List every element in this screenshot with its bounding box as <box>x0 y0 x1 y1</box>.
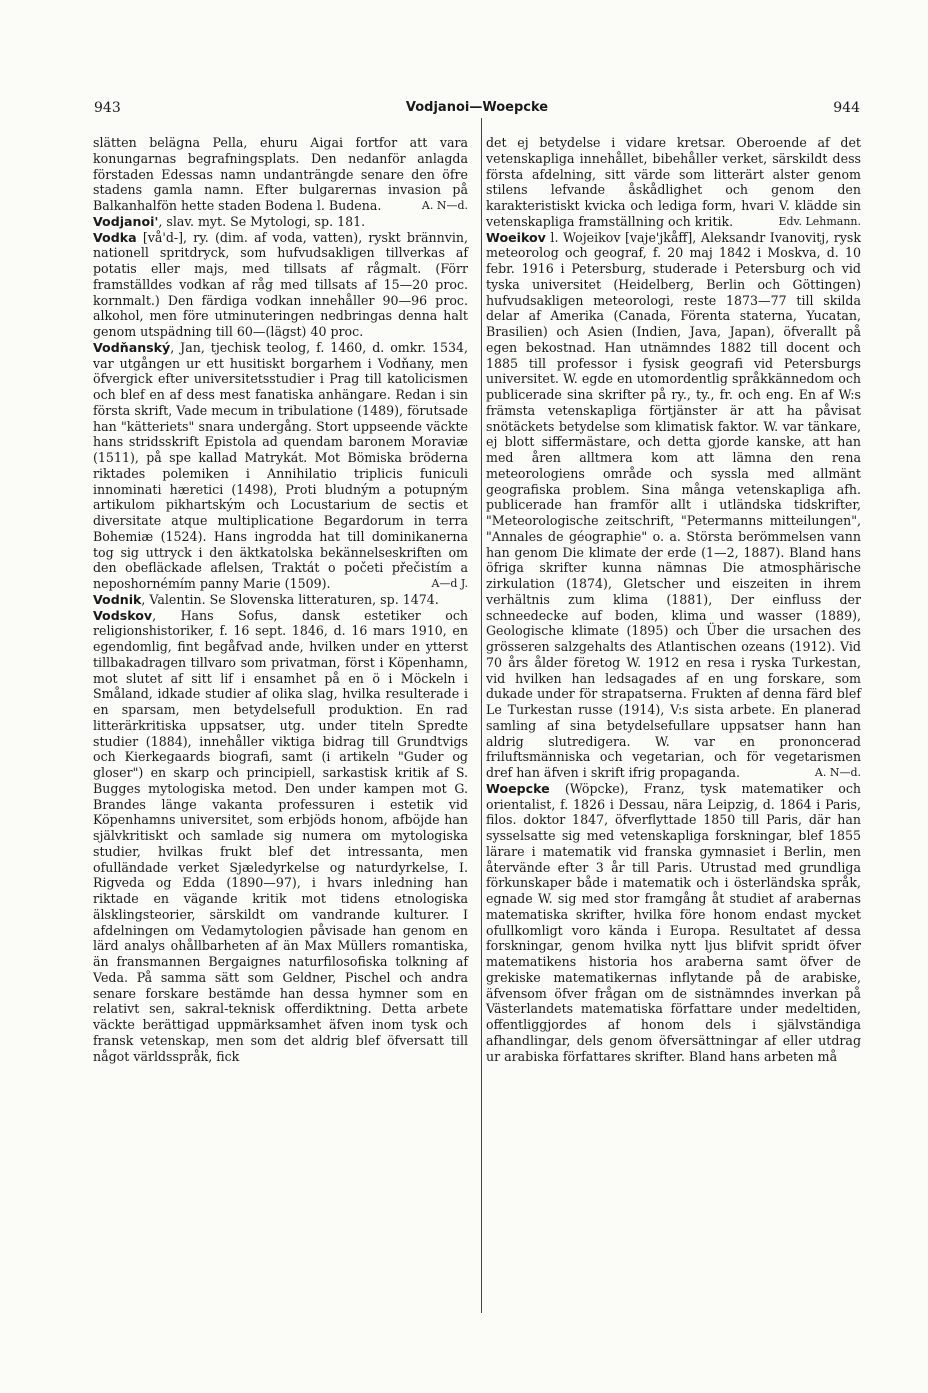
left-column <box>93 135 468 1064</box>
continued-entry: slätten belägna Pella, ehuru Aigai fortfor att vara konungarnas begrafningsplats. Den nedanför anlagda förstaden Edessas namn undanträngde senare den öfre stadens gamla namn. Efter bulgarernas invasion på Balkanhalfön hette staden Bodena l. Budena. A. N—d. <box>93 135 468 213</box>
running-title: Vodjanoi—Woepcke <box>405 100 549 115</box>
page-number-right: 944 <box>833 100 860 116</box>
headword: Woeikov <box>486 229 546 245</box>
headword: Vodskov <box>93 607 153 623</box>
entry-woeikov: Woeikov l. Wojeikov [vaje'jkåff], Aleksandr Ivanovitj, rysk meteorolog och geograf, f. 20 maj 1842 i Moskva, d. 10 febr. 1916 i Petersburg, studerade i Petersburg och vid tyska universitet (Heidelberg, Berlin och Göttingen) hufvudsakligen meteorologi, reste 1873—77 till skilda delar af Amerika (Canada, Förenta staterna, Yucatan, Brasilien) och Asien (Indien, Java, Japan), öfverallt på egen bekostnad. Han utnämndes 1882 till docent och 1885 till professor i fysisk geografi vid Petersburgs universitet. W. egde en utomordentlig språkkännedom och publicerade sina skrifter på ry., ty., fr. och eng. En af W:s främsta vetenskapliga förtjänster är att ha påvisat snötäckets betydelse som klimatisk faktor. W. var tänkare, ej blott siffermästare, och detta gjorde kanske, att han med åren alltmera kom att lämna den rena meteorologiens område och syssla med allmänt geografiska problem. Sina många vetenskapliga afh. publicerade han framför allt i utländska tidskrifter, "Meteorologische zeitschrift, "Petermanns mitteilungen", "Annales de géographie" o. a. Största berömmelsen vann han genom Die klimate der erde (1—2, 1887). Bland hans öfriga skrifter kunna nämnas Die atmosphärische zirkulation (1874), Gletscher und eiszeiten in ihrem verhältnis zum klima (1881), Der einfluss der schneedecke auf boden, klima und wasser (1889), Geologische klimate (1895) och Über die ursachen des grösseren salzgehalts des Atlantischen ozeans (1912). Vid 70 års ålder företog W. 1912 en resa i ryska Turkestan, vid hvilken han ledsagades af en ung forskare, som dukade under för strapatserna. Frukten af denna färd blef Le Turkestan russe (1914), V:s sista arbete. En planerad samling af sina betydelsefullare uppsatser hann han aldrig slutredigera. W. var en prononcerad friluftsmänniska och vegetarian, och för vegetarismen dref han äfven i skrift ifrig propaganda. A. N—d. <box>486 229 861 780</box>
entry-vodnik: Vodnik, Valentin. Se Slovenska litteraturen, sp. 1474. <box>93 591 439 607</box>
author-signature: A. N—d. <box>421 199 468 212</box>
headword: Vodka <box>93 229 137 245</box>
headword: Vodnik <box>93 591 142 607</box>
headword: Vodňanský <box>93 339 171 355</box>
author-signature: A. N—d. <box>814 766 861 779</box>
author-signature: A—d J. <box>431 577 468 590</box>
headword: Vodjanoi' <box>93 213 159 229</box>
headword: Woepcke <box>486 780 550 796</box>
entry-vodka: Vodka [vå'd-], ry. (dim. af voda, vatten), ryskt brännvin, nationell spritdryck, som hufvudsakligen tillverkas af potatis eller majs, med tillsats af rågmalt. (Förr framställdes vodkan af råg med tillsats af 15—20 proc. kornmalt.) Den färdiga vodkan innehåller 90—96 proc. alkohol, men före utminuteringen nedbringas denna halt genom utspädning till 60—(lägst) 40 proc. <box>93 229 468 339</box>
entry-vodnansky: Vodňanský, Jan, tjechisk teolog, f. 1460, d. omkr. 1534, var utgången ur ett husitiskt borgarhem i Vodňany, men öfvergick efter universitetsstudier i Prag till katolicismen och blef en af dess mest fanatiska anhängare. Redan i sin första skrift, Vade mecum in tribulatione (1489), förutsade han "kätteriets" snara undergång. Stort uppseende väckte hans stridsskrift Epistola ad quendam baronem Moraviæ (1511), på spe kallad Matrykát. Mot Bömiska bröderna riktades polemiken i Annihilatio triplicis funiculi innominati hæretici (1498), Proti bludným a potupným artikulom pikhartským och Locustarium de sectis et diversitate atque multiplicatione Begardorum in terra Bohemiæ (1524). Hans ingrodda hat till dominikanerna tog sig uttryck i den äktkatolska bekännelseskriften om den obefläckade aflelsen, Traktát o početi přečistím a neposhornémím panny Marie (1509). A—d J. <box>93 339 468 591</box>
entry-vodjanoi: Vodjanoi', slav. myt. Se Mytologi, sp. 181. <box>93 213 366 229</box>
entry-woepcke: Woepcke (Wöpcke), Franz, tysk matematiker och orientalist, f. 1826 i Dessau, nära Leipzig, d. 1864 i Paris, filos. doktor 1847, öfverflyttade 1850 till Paris, där han sysselsatte sig med vetenskapliga forskningar, blef 1855 lärare i matematik vid franska gymnasiet i Berlin, men återvände efter 3 år till Paris. Utrustad med grundliga förkunskaper både i matematik och i österländska språk, egnade W. sig med stor framgång åt studiet af arabernas matematiska skrifter, hvilka före honom endast mycket ofullkomligt voro kända i Europa. Resultatet af dessa forskningar, genom hvilka nytt ljus blifvit spridt öfver matematikens historia hos araberna samt öfver de grekiske matematikernas inflytande på de arabiske, äfvensom öfver frågan om de sistnämndes inverkan på Västerlandets matematiska författare under medeltiden, offentliggjordes af honom dels i självständiga afhandlingar, dels genom öfversättningar af eller utdrag ur arabiska författares skrifter. Bland hans arbeten må <box>486 780 861 1064</box>
page-number-left: 943 <box>94 100 121 116</box>
author-signature: Edv. Lehmann. <box>778 214 861 228</box>
page-header <box>94 100 860 120</box>
continued-entry: det ej betydelse i vidare kretsar. Oberoende af det vetenskapliga innehållet, bibehåller verket, särskildt dess första afdelning, sitt värde som litterärt alster genom stilens lefvande åskådlighet och genom den karakteristiskt kvicka och lediga form, hvari V. klädde sin vetenskapliga framställning och kritik. Edv. Lehmann. <box>486 135 861 229</box>
entry-vodskov: Vodskov, Hans Sofus, dansk estetiker och religionshistoriker, f. 16 sept. 1846, d. 16 mars 1910, en egendomlig, fint begåfvad ande, hvilken under en ytterst tillbakadragen tillvaro som privatman, först i Köpenhamn, mot slutet af sitt lif i ensamhet på en ö i Möckeln i Småland, idkade studier af olika slag, hvilka resulterade i en sparsam, men betydelsefull produktion. En rad litterärkritiska uppsatser, utg. under titeln Spredte studier (1884), innehåller viktiga bidrag till Grundtvigs och Kierkegaards biografi, samt (i artikeln "Guder og gloser") en skarp och principiell, sarkastisk kritik af S. Bugges mytologiska metod. Den under kampen mot G. Brandes länge vakanta professuren i estetik vid Köpenhamns universitet, som erbjöds honom, afböjde han självkritiskt och samlade sig numera om mytologiska studier, hvilkas frukt blef det intressanta, men ofulländade verket Sjæledyrkelse og naturdyrkelse, I. Rigveda og Edda (1890—97), i hvars inledning han riktade en vägande kritik mot tidens etnologiska älsklingsteorier, särskildt om vandrande kulturer. I afdelningen om Vedamytologien påvisade han genom en lärd analys ohållbarheten af än Max Müllers romantiska, än fransmannen Bergaignes naturfilosofiska tolkning af Veda. På samma sätt som Geldner, Pischel och andra senare forskare bestämde han dessa hymner som en relativt sen, sakral-teknisk offerdiktning. Detta arbete väckte berättigad uppmärksamhet äfven inom tysk och fransk vetenskap, men som det aldrig blef öfversatt till något världsspråk, fick <box>93 607 468 1064</box>
right-column <box>486 135 861 1064</box>
column-divider <box>481 118 482 1313</box>
